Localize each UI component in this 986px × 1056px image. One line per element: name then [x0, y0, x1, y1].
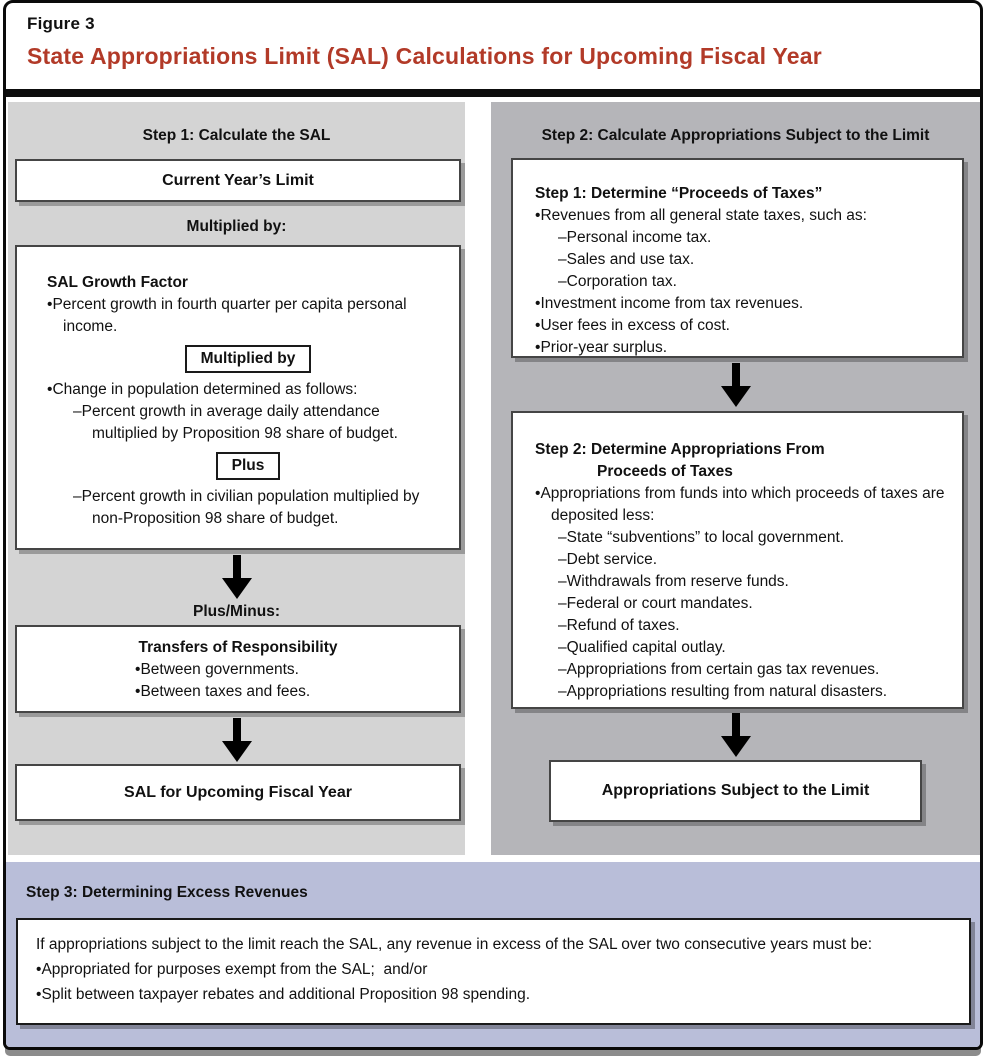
growth-factor-sub-item: – Percent growth in average daily attendance multiplied by Proposition 98 share of budget.: [73, 401, 449, 445]
transfers-title: Transfers of Responsibility: [138, 639, 338, 656]
appropriations-sub-item: – Refund of taxes.: [558, 615, 952, 637]
down-arrow-icon: [491, 713, 980, 757]
transfers-of-responsibility-box: [15, 625, 461, 713]
proceeds-title: Step 1: Determine “Proceeds of Taxes”: [535, 185, 823, 202]
down-arrow-icon: [8, 718, 465, 762]
appropriations-sub-item: – Withdrawals from reserve funds.: [558, 571, 952, 593]
excess-revenues-bullet: • Appropriated for purposes exempt from the SAL; and/or: [36, 957, 951, 982]
proceeds-bullet: • User fees in excess of cost.: [535, 315, 952, 337]
multiplied-by-label: Multiplied by:: [186, 218, 287, 235]
appropriations-sub-item: – Appropriations resulting from natural disasters.: [558, 681, 952, 703]
step3-heading: Step 3: Determining Excess Revenues: [26, 884, 308, 901]
figure-header: [6, 3, 980, 78]
proceeds-sub-item: – Corporation tax.: [558, 271, 952, 293]
growth-factor-bullet: • Percent growth in fourth quarter per capita personal income.: [47, 294, 449, 338]
figure-title: State Appropriations Limit (SAL) Calculations for Upcoming Fiscal Year: [27, 43, 822, 69]
plus-minus-label: Plus/Minus:: [193, 603, 280, 620]
transfers-bullet: • Between governments.: [135, 659, 459, 681]
sal-growth-factor-box: [15, 245, 461, 550]
excess-revenues-box: [16, 918, 971, 1025]
two-column-area: [6, 102, 980, 855]
proceeds-bullet: • Prior-year surplus.: [535, 337, 952, 359]
appropriations-sub-item: – State “subventions” to local government.: [558, 527, 952, 549]
step3-panel: [6, 862, 980, 1047]
figure-label: Figure 3: [27, 14, 95, 33]
appropriations-sub-item: – Debt service.: [558, 549, 952, 571]
appropriations-title-line1: Step 2: Determine Appropriations From: [535, 441, 825, 458]
title-divider-bar: [6, 89, 980, 97]
growth-factor-sub-item: – Percent growth in civilian population multiplied by non-Proposition 98 share of budget.: [73, 486, 449, 530]
appropriations-sub-item: – Appropriations from certain gas tax revenues.: [558, 659, 952, 681]
current-year-limit-box: Current Year’s Limit: [15, 159, 461, 202]
proceeds-bullet: • Revenues from all general state taxes, such as:: [535, 205, 952, 227]
appropriations-from-proceeds-box: [511, 411, 964, 709]
proceeds-sub-item: – Personal income tax.: [558, 227, 952, 249]
appropriations-title-line2: Proceeds of Taxes: [597, 463, 733, 480]
appropriations-subject-box: Appropriations Subject to the Limit: [549, 760, 922, 822]
transfers-bullet: • Between taxes and fees.: [135, 681, 459, 703]
step2-panel: [491, 102, 980, 855]
step1-panel: [8, 102, 465, 855]
growth-factor-bullet: • Change in population determined as follows:: [47, 379, 449, 401]
plus-mini-box: Plus: [216, 452, 281, 480]
step1-panel-heading: Step 1: Calculate the SAL: [142, 127, 331, 144]
appropriations-bullet: • Appropriations from funds into which proceeds of taxes are deposited less:: [535, 483, 952, 527]
appropriations-sub-item: – Qualified capital outlay.: [558, 637, 952, 659]
down-arrow-icon: [491, 363, 980, 407]
growth-factor-title: SAL Growth Factor: [47, 274, 188, 291]
proceeds-sub-item: – Sales and use tax.: [558, 249, 952, 271]
multiplied-by-mini-box: Multiplied by: [185, 345, 312, 373]
step2-panel-heading: Step 2: Calculate Appropriations Subject to the Limit: [541, 127, 930, 144]
excess-revenues-intro: If appropriations subject to the limit reach the SAL, any revenue in excess of the SAL over two consecutive years must be:: [36, 936, 873, 953]
sal-upcoming-year-box: SAL for Upcoming Fiscal Year: [15, 764, 461, 821]
down-arrow-icon: [8, 555, 465, 599]
proceeds-bullet: • Investment income from tax revenues.: [535, 293, 952, 315]
appropriations-sub-item: – Federal or court mandates.: [558, 593, 952, 615]
figure-3-diagram: [3, 0, 983, 1050]
proceeds-of-taxes-box: [511, 158, 964, 358]
excess-revenues-bullet: • Split between taxpayer rebates and additional Proposition 98 spending.: [36, 982, 951, 1007]
